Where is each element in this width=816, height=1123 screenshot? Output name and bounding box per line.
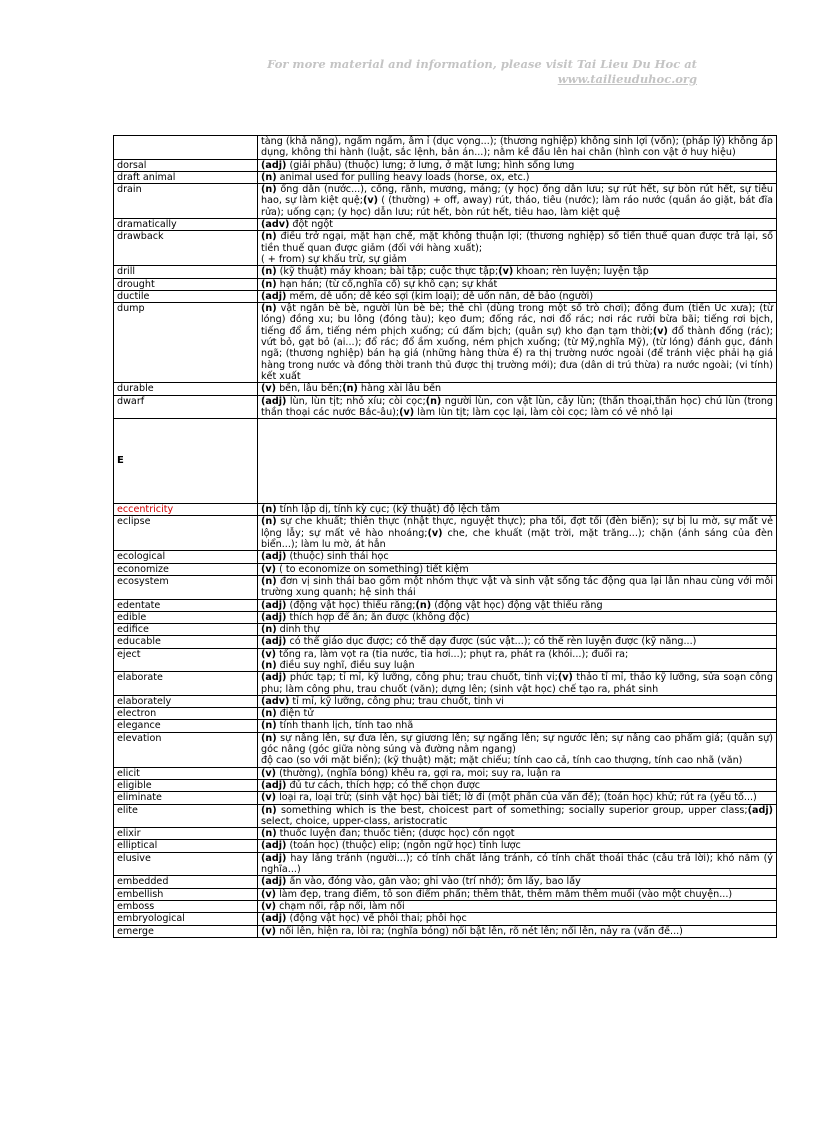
part-of-speech: (n) <box>261 303 277 315</box>
table-row <box>114 779 777 791</box>
definition-cell <box>258 395 777 419</box>
vocabulary-table <box>113 135 777 938</box>
part-of-speech: (n) <box>261 624 277 636</box>
definition-text: dinh thự <box>276 624 320 636</box>
definition-text: (động vật học) động vật thiếu răng <box>431 599 603 611</box>
table-row <box>114 395 777 419</box>
definition-text: điều suy nghĩ, điều suy luận <box>276 659 415 671</box>
definition-cell <box>258 278 777 290</box>
table-row <box>114 303 777 383</box>
word-cell: embellish <box>114 888 258 900</box>
section-letter: E <box>114 419 258 504</box>
word-cell: elaborately <box>114 695 258 707</box>
part-of-speech: (adj) <box>261 599 287 611</box>
definition-text: điều trở ngại, mặt hạn chế, mặt không thuận lợi; (thương nghiệp) số tiền thuế quan được trả lại, số tiền thuế quan được giảm (đối với hàng xuất); <box>261 231 773 254</box>
table-row <box>114 900 777 912</box>
table-row <box>114 876 777 888</box>
part-of-speech: (n) <box>261 804 277 816</box>
definition-text: người lùn, con vật lùn, cây lùn; (thần thoại,thần học) chú lùn (trong thần thoại các nước Bắc-âu); <box>261 395 773 418</box>
definition-text: tính lập dị, tính kỳ cục; (kỹ thuật) độ lệch tâm <box>276 504 501 516</box>
definition-cell <box>258 219 777 231</box>
definition-text: vật ngắn bè bè, người lùn bè bè; thẻ chì (dùng trong một số trò chơi); đồng đum (tiền Úc xưa); (từ lóng) đồng xu; bu lông (đóng tàu); kẹo đum; đống rác, nơi đổ rác; nơi rác rưởi bừa bãi; tiếng rơi bịch, tiếng đổ ầm, tiếng ném phịch xuống; cú đấm bịch; (quân sự) kho đạn tạm thời; <box>261 303 773 337</box>
definition-cell <box>258 779 777 791</box>
definition-text: đơn vị sinh thái bao gồm một nhóm thực vật và sinh vật sống tác động qua lại lẫn nhau cùng với môi trường xung quanh; hệ sinh thái <box>261 575 773 599</box>
definition-cell <box>258 171 777 183</box>
definition-text: thích hợp để ăn; ăn được (không độc) <box>286 611 470 623</box>
definition-line: độ cao (so với mặt biển); (kỹ thuật) mặt; mặt chiếu; tính cao cả, tính cao thượng, tính cao nhã (văn) <box>261 755 743 767</box>
part-of-speech: (adj) <box>261 779 287 791</box>
table-row <box>114 611 777 623</box>
table-row <box>114 828 777 840</box>
definition-text: (thường), (nghĩa bóng) khêu ra, gợi ra, moi; suy ra, luận ra <box>276 767 561 779</box>
part-of-speech: (v) <box>261 925 277 937</box>
word-cell: eclipse <box>114 516 258 551</box>
word-cell: draft animal <box>114 171 258 183</box>
part-of-speech: (adj) <box>261 876 287 888</box>
part-of-speech: (v) <box>498 266 514 278</box>
word-cell: ecological <box>114 551 258 563</box>
part-of-speech: (n) <box>261 278 277 290</box>
table-row <box>114 575 777 599</box>
word-cell: ecosystem <box>114 575 258 599</box>
word-cell: economize <box>114 563 258 575</box>
definition-text: điện tử <box>276 708 314 720</box>
part-of-speech: (adj) <box>261 672 287 684</box>
definition-text: chạm nổi, rập nổi, làm nổi <box>276 900 405 912</box>
table-row <box>114 504 777 516</box>
word-cell: ductile <box>114 290 258 302</box>
definition-cell <box>258 636 777 648</box>
word-cell <box>114 136 258 160</box>
definition-cell <box>258 504 777 516</box>
table-row <box>114 792 777 804</box>
word-cell: dwarf <box>114 395 258 419</box>
table-row <box>114 672 777 696</box>
word-cell: elliptical <box>114 840 258 852</box>
definition-text: sự nâng lên, sự đưa lên, sự giương lên; sự ngẩng lên; sự ngước lên; sự nâng cao phẩm giá; (quân sự) góc nâng (góc giữa nòng súng và đường nằm ngang) <box>261 732 773 756</box>
definition-cell <box>258 383 777 395</box>
part-of-speech: (n) <box>261 659 277 671</box>
definition-cell <box>258 828 777 840</box>
word-cell: dramatically <box>114 219 258 231</box>
part-of-speech: (v) <box>261 648 277 660</box>
part-of-speech: (adj) <box>261 840 287 852</box>
part-of-speech: (adv) <box>261 219 290 231</box>
part-of-speech: (v) <box>261 792 277 804</box>
part-of-speech: (n) <box>415 599 432 611</box>
definition-text: (toán học) (thuộc) elip; (ngôn ngữ học) tỉnh lược <box>286 840 521 852</box>
definition-cell <box>258 575 777 599</box>
table-row <box>114 648 777 672</box>
word-cell: emerge <box>114 925 258 937</box>
part-of-speech: (n) <box>261 720 277 732</box>
definition-text: tống ra, làm vọt ra (tia nước, tia hơi...); phụt ra, phát ra (khói...); đuổi ra; <box>276 648 629 660</box>
definition-cell <box>258 648 777 672</box>
definition-text: bền, lâu bền; <box>276 383 343 395</box>
word-cell: dorsal <box>114 159 258 171</box>
definition-text: select, choice, upper-class, aristocratic <box>261 815 448 827</box>
definition-text: (thuộc) sinh thái học <box>286 551 389 563</box>
table-row <box>114 840 777 852</box>
part-of-speech: (v) <box>261 888 277 900</box>
table-row <box>114 516 777 551</box>
definition-cell <box>258 720 777 732</box>
table-row <box>114 278 777 290</box>
definition-cell <box>258 290 777 302</box>
part-of-speech: (v) <box>261 900 277 912</box>
definition-cell <box>258 767 777 779</box>
word-cell: drawback <box>114 231 258 266</box>
word-cell: edentate <box>114 599 258 611</box>
word-cell: educable <box>114 636 258 648</box>
part-of-speech: (n) <box>261 575 277 587</box>
definition-text: lùn, lùn tịt; nhỏ xíu; còi cọc; <box>286 395 426 407</box>
definition-cell <box>258 672 777 696</box>
word-cell: edible <box>114 611 258 623</box>
word-cell: eliminate <box>114 792 258 804</box>
word-cell: durable <box>114 383 258 395</box>
part-of-speech: (n) <box>261 504 277 516</box>
table-row <box>114 624 777 636</box>
definition-cell <box>258 792 777 804</box>
page-header <box>0 57 697 87</box>
part-of-speech: (n) <box>261 732 277 744</box>
definition-text: (kỹ thuật) máy khoan; bài tập; cuộc thực tập; <box>276 266 499 278</box>
word-cell: edifice <box>114 624 258 636</box>
definition-cell <box>258 925 777 937</box>
word-cell: elusive <box>114 852 258 876</box>
part-of-speech: (v) <box>399 406 415 418</box>
definition-text: animal used for pulling heavy loads (horse, ox, etc.) <box>276 171 530 183</box>
definition-cell <box>258 840 777 852</box>
table-row <box>114 383 777 395</box>
definition-text: something which is the best, choicest part of something; socially superior group, upper class; <box>276 804 748 816</box>
definition-text: có thể giáo dục được; có thể dạy được (súc vật...); có thể rèn luyện được (kỹ năng...) <box>286 636 697 648</box>
table-row <box>114 732 777 767</box>
part-of-speech: (adv) <box>261 695 290 707</box>
definition-text: ấn vào, đóng vào, gắn vào; ghi vào (trí nhớ); ôm lấy, bao lấy <box>286 876 581 888</box>
word-cell: elegance <box>114 720 258 732</box>
definition-text: nổi lên, hiện ra, lòi ra; (nghĩa bóng) nổi bật lên, rõ nét lên; nổi lên, nảy ra (vấn đề...) <box>276 925 683 937</box>
part-of-speech: (adj) <box>747 804 773 816</box>
definition-text: thuốc luyện đan; thuốc tiên; (dược học) cồn ngọt <box>276 828 515 840</box>
word-cell: eligible <box>114 779 258 791</box>
table-row <box>114 695 777 707</box>
table-row <box>114 219 777 231</box>
definition-cell <box>258 695 777 707</box>
definition-line <box>261 660 773 671</box>
word-cell: drill <box>114 266 258 278</box>
definition-text: đổ thành đống (rác); vứt bỏ, gạt bỏ (ai...); đổ rác; đổ ầm xuống, ném phịch xuống; (từ Mỹ,nghĩa Mỹ), (từ lóng) đánh gục, đánh ngã; (thương nghiệp) bán hạ giá (những hàng thừa ế) ra thị trường nước ngoài (để tránh việc phải hạ giá hàng trong nước và đồng thời tranh thủ được thị trường mới); đưa (dân di trú thừa) ra nước ngoài; (vi tính) kết xuất <box>261 325 773 382</box>
part-of-speech: (adj) <box>261 159 287 171</box>
part-of-speech: (v) <box>427 527 443 539</box>
word-cell: dump <box>114 303 258 383</box>
word-cell: eccentricity <box>114 504 258 516</box>
part-of-speech: (n) <box>261 231 277 243</box>
table-row <box>114 636 777 648</box>
part-of-speech: (n) <box>261 708 277 720</box>
definition-text: sự che khuất; thiên thực (nhật thực, nguyệt thực); pha tối, đợt tối (đèn biển); sự bị lu mờ, sự mất vẻ lộng lẫy; sự mất vẻ hào nhoáng; <box>261 516 773 539</box>
part-of-speech: (v) <box>261 383 277 395</box>
definition-cell <box>258 852 777 876</box>
table-row <box>114 804 777 828</box>
word-cell: elevation <box>114 732 258 767</box>
word-cell: elite <box>114 804 258 828</box>
word-cell: electron <box>114 708 258 720</box>
part-of-speech: (adj) <box>261 395 287 407</box>
definition-text: ( (thường) + off, away) rút, tháo, tiêu (nước); làm ráo nước (quần áo giặt, bát đĩa rửa); uống cạn; (y học) dẫn lưu; rút hết, bòn rút hết, tiêu hao, làm kiệt quệ <box>261 195 773 218</box>
definition-cell <box>258 551 777 563</box>
definition-cell <box>258 184 777 219</box>
definition-text: hạn hán; (từ cổ,nghĩa cổ) sự khô cạn; sự khát <box>276 278 498 290</box>
definition-cell <box>258 804 777 828</box>
definition-text: đột ngột <box>289 219 333 231</box>
definition-cell <box>258 159 777 171</box>
definition-cell <box>258 563 777 575</box>
part-of-speech: (n) <box>261 171 277 183</box>
table-row <box>114 888 777 900</box>
definition-text: tỉ mỉ, kỹ lưỡng, công phu; trau chuốt, tinh vi <box>289 695 504 707</box>
part-of-speech: (adj) <box>261 852 287 864</box>
vocabulary-table-body <box>114 136 777 938</box>
table-row <box>114 184 777 219</box>
table-row <box>114 599 777 611</box>
word-cell: eject <box>114 648 258 672</box>
part-of-speech: (v) <box>261 563 277 575</box>
definition-cell <box>258 611 777 623</box>
definition-text: tàng (khả năng), ngấm ngầm, âm ỉ (dục vọng...); (thương nghiệp) không sinh lợi (vốn); (pháp lý) không áp dụng, không thi hành (luật, sắc lệnh, bản án...); nằm kề đầu lên hai chân (hình con vật ở huy hiệu) <box>261 136 773 159</box>
definition-text: loại ra, loại trừ; (sinh vật học) bài tiết; lờ đi (một phần của vấn đề); (toán học) khử; rút ra (yếu tố...) <box>276 792 757 804</box>
word-cell: drain <box>114 184 258 219</box>
table-row <box>114 852 777 876</box>
part-of-speech: (n) <box>261 184 277 196</box>
definition-cell <box>258 876 777 888</box>
word-cell: drought <box>114 278 258 290</box>
definition-cell <box>258 732 777 767</box>
definition-text: hay lảng tránh (người...); có tính chất lảng tránh, có tính chất thoái thác (câu trả lời); khó nắm (ý nghĩa...) <box>261 852 773 876</box>
definition-cell <box>258 303 777 383</box>
definition-text: đủ tư cách, thích hợp; có thể chọn được <box>286 779 481 791</box>
definition-text: che, che khuất (mặt trời, mặt trăng...); chặn (ánh sáng của đèn biển...); làm lu mờ, át hẳn <box>261 527 773 551</box>
table-row <box>114 563 777 575</box>
definition-text: (giải phẫu) (thuộc) lưng; ở lưng, ở mặt lưng; hình sống lưng <box>286 159 575 171</box>
header-text: For more material and information, please visit Tai Lieu Du Hoc at <box>267 57 697 71</box>
part-of-speech: (n) <box>261 266 277 278</box>
part-of-speech: (adj) <box>261 611 287 623</box>
part-of-speech: (n) <box>425 395 442 407</box>
word-cell: emboss <box>114 900 258 912</box>
part-of-speech: (adj) <box>261 636 287 648</box>
definition-cell <box>258 900 777 912</box>
definition-text: phức tạp; tỉ mỉ, kỹ lưỡng, công phu; trau chuốt, tinh vi; <box>286 672 558 684</box>
definition-text: ống dẫn (nước...), cống, rãnh, mương, máng; (y học) ống dẫn lưu; sự rút hết, sự bòn rút hết, sự tiêu hao, sự làm kiệt quệ; <box>261 184 773 207</box>
table-row <box>114 231 777 266</box>
definition-text: ( to economize on something) tiết kiệm <box>276 563 469 575</box>
table-row <box>114 767 777 779</box>
definition-text: hàng xài lâu bền <box>357 383 442 395</box>
section-header-row <box>114 419 777 504</box>
definition-cell <box>258 708 777 720</box>
definition-cell <box>258 888 777 900</box>
definition-text: thảo tỉ mỉ, thảo kỹ lưỡng, sửa soạn công phu; làm công phu, trau chuốt (văn); dựng lên; (sinh vật học) chế tạo ra, phát sinh <box>261 672 773 695</box>
definition-cell <box>258 624 777 636</box>
definition-cell <box>258 516 777 551</box>
table-row <box>114 925 777 937</box>
definition-line: ( + from) sự khấu trừ, sự giảm <box>261 253 407 265</box>
definition-cell <box>258 231 777 266</box>
definition-text: mềm, dễ uốn; dễ kéo sợi (kim loại); dễ uốn nắn, dễ bảo (người) <box>286 290 594 302</box>
definition-text: khoan; rèn luyện; luyện tập <box>513 266 649 278</box>
part-of-speech: (adj) <box>261 551 287 563</box>
definition-cell <box>258 599 777 611</box>
table-row <box>114 708 777 720</box>
table-row <box>114 266 777 278</box>
part-of-speech: (adj) <box>261 290 287 302</box>
part-of-speech: (v) <box>652 325 668 337</box>
table-row <box>114 290 777 302</box>
definition-cell <box>258 419 777 504</box>
word-cell: embedded <box>114 876 258 888</box>
word-cell: elaborate <box>114 672 258 696</box>
definition-text: (động vật học) về phôi thai; phôi học <box>286 913 467 925</box>
table-row <box>114 136 777 160</box>
table-row <box>114 913 777 925</box>
part-of-speech: (n) <box>261 828 277 840</box>
definition-cell <box>258 913 777 925</box>
definition-cell <box>258 136 777 160</box>
table-row <box>114 720 777 732</box>
header-link[interactable]: www.tailieuduhoc.org <box>557 72 697 86</box>
definition-text: làm đẹp, trang điểm, tô son điểm phấn; thêm thắt, thêm mắm thêm muối (vào một chuyện...) <box>276 888 733 900</box>
part-of-speech: (v) <box>557 672 573 684</box>
definition-text: làm lùn tịt; làm cọc lại, làm còi cọc; làm có vẻ nhỏ lại <box>414 406 673 418</box>
table-row <box>114 159 777 171</box>
definition-cell <box>258 266 777 278</box>
word-cell: elixir <box>114 828 258 840</box>
part-of-speech: (v) <box>362 195 379 207</box>
definition-text: (động vật học) thiếu răng; <box>286 599 416 611</box>
word-cell: embryological <box>114 913 258 925</box>
definition-text: tính thanh lịch, tính tao nhã <box>276 720 414 732</box>
part-of-speech: (v) <box>261 767 277 779</box>
part-of-speech: (n) <box>342 383 358 395</box>
part-of-speech: (adj) <box>261 913 287 925</box>
table-row <box>114 551 777 563</box>
part-of-speech: (n) <box>261 516 277 528</box>
word-cell: elicit <box>114 767 258 779</box>
table-row <box>114 171 777 183</box>
